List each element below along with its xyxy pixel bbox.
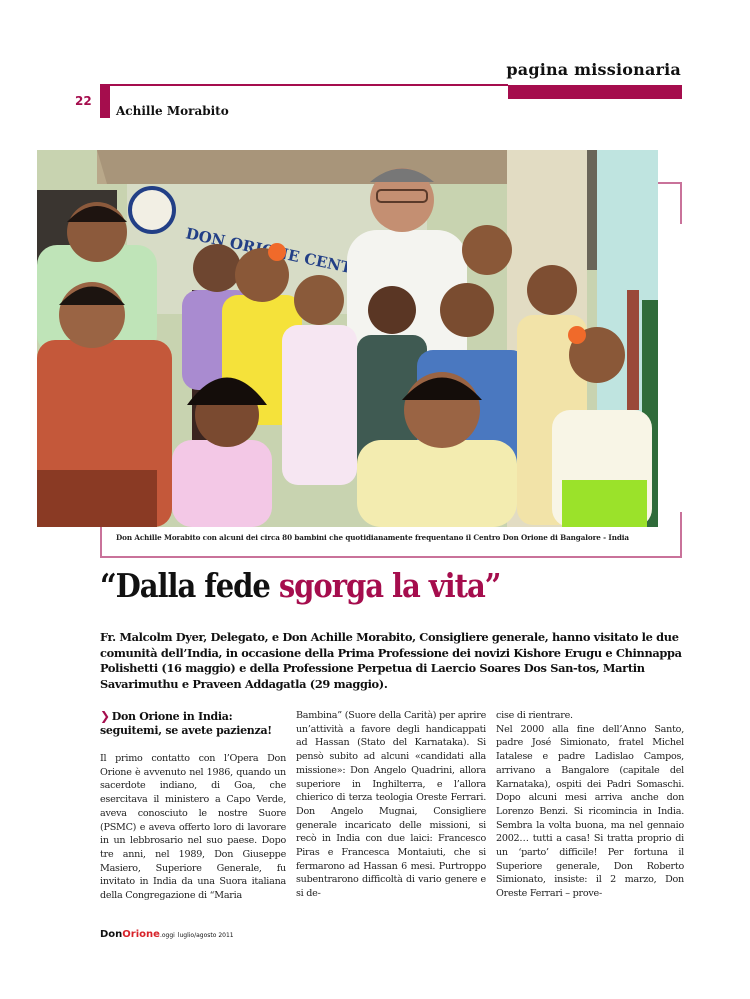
footer-brand-orione: Orione: [122, 929, 160, 940]
column-paragraph: Bambina” (Suore della Carità) per aprire un’attività a favore degli handicappati ad Hassan (Stato del Karnataka). Si pensò subito ad alcuni «candidati alla missione»: Don Angelo Quadrini, allora superiore in Inghilterra, e l’allora chierico di terza teologia Oreste Ferrari. Don Angelo Mugnai, Consigliere generale incaricato delle missioni, si recò in India con due laici: Francesco Piras e Francesca Montaiuti, che si fermarono ad Hassan 6 mesi. Purtroppo subentrarono difficoltà di vario genere e si de-: [296, 710, 486, 900]
section-label: pagina missionaria: [506, 60, 681, 79]
photo-frame-top: [658, 182, 682, 184]
column-paragraph: Il primo contatto con l’Opera Don Orione è avvenuto nel 1986, quando un sacerdote indiano, di Goa, che esercitava il ministero a Capo Verde, aveva conosciuto le nostre Suore (PSMC) e aveva offerto loro di lavorare in un lebbrosario nel suo paese. Dopo tre anni, nel 1989, Don Giuseppe Masiero, Superiore Generale, fu invitato in India da una Suora italiana della Congregazione di “Maria: [100, 753, 286, 902]
photo-illustration: [37, 150, 658, 527]
page-number: 22: [75, 94, 92, 108]
sign-text: DON CENTRE: [184, 224, 377, 283]
article-headline: [100, 566, 500, 605]
headline-part-2-accent: sgorga la vita”: [278, 566, 501, 605]
article-lead: Fr. Malcolm Dyer, Delegato, e Don Achille Morabito, Consigliere generale, hanno visitato le due comunità dell’India, in occasione della Prima Professione dei novizi Kishore Erugu e Chinnappa Polishetti (16 maggio) e della Professione Perpetua di Laercio Soares Dos San-tos, Martin Savarimuthu e Praveen Addagatla (29 maggio).: [100, 630, 682, 691]
chevron-right-icon: ❯: [100, 709, 110, 723]
page-footer: [100, 922, 234, 941]
header-rule: [100, 84, 508, 86]
header-accent-block: [508, 85, 682, 99]
author-name: Achille Morabito: [116, 104, 229, 118]
photo-frame-bottom: [100, 556, 682, 558]
header-accent-bar: [100, 85, 110, 118]
photo-frame-right-top: [680, 182, 682, 224]
photo-frame-right-bottom: [680, 512, 682, 558]
article-column-3: [496, 709, 684, 901]
footer-brand-oggi: .oggi: [159, 932, 175, 939]
footer-issue-date: luglio/agosto 2011: [177, 932, 234, 939]
article-column-1: [100, 752, 286, 903]
photo-frame-left: [100, 526, 102, 558]
article-column-2: [296, 709, 486, 901]
photo-caption: Don Achille Morabito con alcuni dei circa 80 bambini che quotidianamente frequentano il Centro Don Orione di Bangalore - India: [116, 533, 629, 542]
column-paragraph: Nel 2000 alla fine dell’Anno Santo, padre José Simionato, fratel Michel Iatalese e padre Ladislao Campos, arrivano a Bangalore (capitale del Karnataka), ospiti dei Padri Somaschi. Dopo alcuni mesi arriva anche don Lorenzo Benzi. Si ricomincia in India. Sembra la volta buona, ma nel gennaio 2002… tutti a casa! Si tratta proprio di un ‘parto’ difficile! Per fortuna il Superiore generale, Don Roberto Simionato, insiste: il 2 marzo, Don Oreste Ferrari – prove-: [496, 723, 684, 900]
column-paragraph: cise di rientrare.: [496, 710, 573, 721]
subhead-text: Don Orione in India: seguitemi, se avete pazienza!: [100, 710, 272, 737]
article-subhead: [100, 709, 290, 738]
headline-part-1: “Dalla fede: [100, 566, 279, 605]
article-photo: [37, 150, 658, 527]
footer-brand-don: Don: [100, 929, 123, 940]
